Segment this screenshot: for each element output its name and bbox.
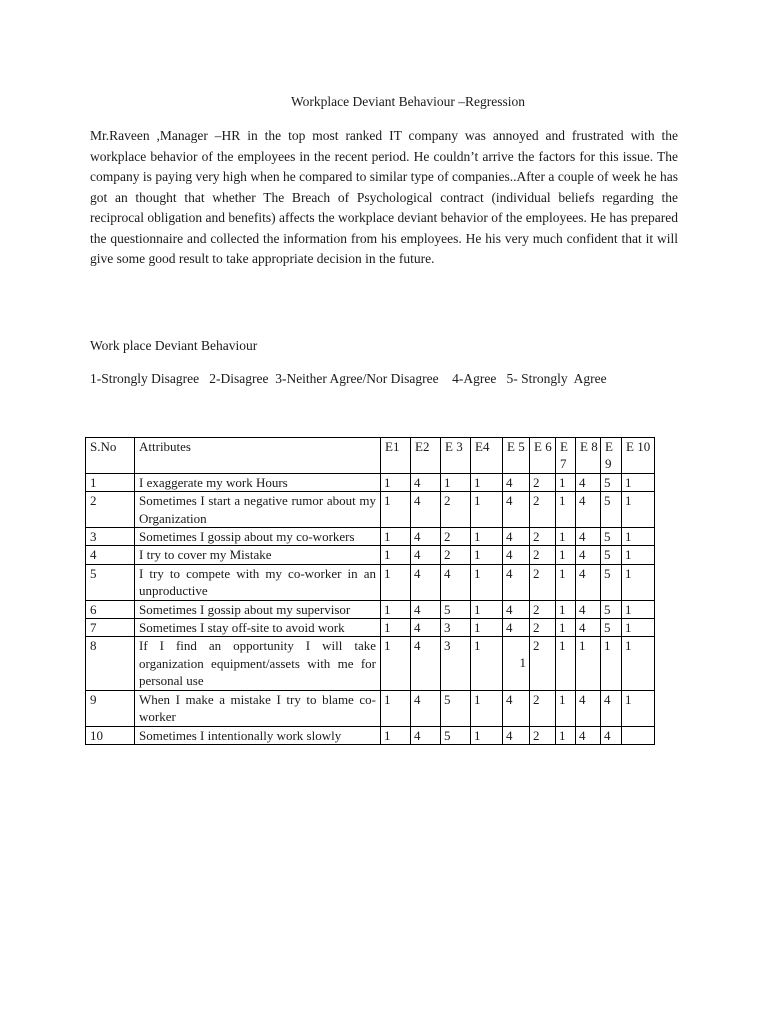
score-cell: 5 [441,600,471,618]
score-cell: 4 [576,600,601,618]
attribute-cell: I try to compete with my co-worker in an unproductive [135,564,381,600]
attribute-cell: Sometimes I gossip about my co-workers [135,528,381,546]
score-cell: 1 [471,546,503,564]
score-cell: 1 [556,473,576,491]
attribute-cell: Sometimes I stay off-site to avoid work [135,619,381,637]
score-cell: 1 [622,492,655,528]
score-cell: 5 [441,726,471,744]
score-cell: 2 [441,492,471,528]
score-cell: 4 [411,492,441,528]
score-cell: 4 [411,564,441,600]
score-cell: 1 [471,619,503,637]
score-cell: 4 [411,726,441,744]
table-row [86,546,655,564]
score-cell: 4 [411,546,441,564]
score-cell: 4 [411,600,441,618]
score-cell: 1 [556,726,576,744]
section-heading: Work place Deviant Behaviour [90,338,258,353]
attribute-cell: I exaggerate my work Hours [135,473,381,491]
score-cell: 4 [576,564,601,600]
serial-number-cell: 2 [86,492,135,528]
serial-number-cell: 6 [86,600,135,618]
score-cell: 4 [411,528,441,546]
score-cell: 4 [576,528,601,546]
score-cell: 1 [622,528,655,546]
score-cell: 4 [576,619,601,637]
score-cell: 1 [622,637,655,690]
score-cell: 2 [530,726,556,744]
score-cell: 4 [601,690,622,726]
score-cell: 1 [556,546,576,564]
score-cell: 1 [381,619,411,637]
score-cell: 1 [601,637,622,690]
score-cell: 4 [503,528,530,546]
serial-number-cell: 4 [86,546,135,564]
score-cell: 4 [576,546,601,564]
score-cell: 4 [411,690,441,726]
header-cell: S.No [86,438,135,474]
score-cell: 1 [471,492,503,528]
score-cell: 5 [601,492,622,528]
score-cell: 4 [576,726,601,744]
score-cell: 1 [381,528,411,546]
header-cell: E 10 [622,438,655,474]
score-cell: 1 [622,473,655,491]
score-cell [622,726,655,744]
score-cell: 4 [503,492,530,528]
score-cell: 1 [556,690,576,726]
score-cell: 1 [381,726,411,744]
serial-number-cell: 3 [86,528,135,546]
score-cell: 2 [530,528,556,546]
score-cell: 1 [381,546,411,564]
score-cell: 1 [381,564,411,600]
score-cell: 4 [411,637,441,690]
score-cell: 5 [601,528,622,546]
header-cell: E2 [411,438,441,474]
score-cell: 4 [503,619,530,637]
table-row [86,690,655,726]
score-cell: 2 [530,637,556,690]
attribute-cell: I try to cover my Mistake [135,546,381,564]
score-cell: 4 [503,473,530,491]
serial-number-cell: 5 [86,564,135,600]
score-cell: 2 [530,564,556,600]
score-cell: 1 [622,619,655,637]
table-row [86,473,655,491]
score-cell: 1 [556,619,576,637]
header-cell: Attributes [135,438,381,474]
score-cell: 1 [471,600,503,618]
score-cell: 4 [503,690,530,726]
attribute-cell: Sometimes I start a negative rumor about my Organization [135,492,381,528]
table-row [86,528,655,546]
score-cell: 4 [503,726,530,744]
header-cell: E 9 [601,438,622,474]
header-cell: E 8 [576,438,601,474]
score-cell: 1 [556,492,576,528]
score-cell: 1 [381,690,411,726]
table-row [86,637,655,690]
serial-number-cell: 9 [86,690,135,726]
rating-scale-legend: 1-Strongly Disagree 2-Disagree 3-Neither Agree/Nor Disagree 4-Agree 5- Strongly Agree [90,371,607,386]
score-cell: 2 [530,690,556,726]
table-row [86,492,655,528]
score-cell: 1 [471,528,503,546]
attribute-cell: Sometimes I gossip about my supervisor [135,600,381,618]
serial-number-cell: 10 [86,726,135,744]
score-cell: 2 [441,546,471,564]
header-cell: E 5 [503,438,530,474]
table-row [86,619,655,637]
serial-number-cell: 7 [86,619,135,637]
score-cell: 5 [601,619,622,637]
table-header-row [86,438,655,474]
score-cell: 5 [601,473,622,491]
score-cell: 4 [576,690,601,726]
score-cell: 4 [411,473,441,491]
score-cell: 5 [601,600,622,618]
score-cell: 1 [381,492,411,528]
header-cell: E 3 [441,438,471,474]
score-cell: 1 [471,690,503,726]
score-cell: 4 [576,473,601,491]
score-cell: 5 [601,564,622,600]
survey-data-table [85,437,655,745]
score-cell: 1 [622,690,655,726]
score-cell: 1 [441,473,471,491]
score-cell: 4 [503,546,530,564]
serial-number-cell: 1 [86,473,135,491]
intro-paragraph: Mr.Raveen ,Manager –HR in the top most ranked IT company was annoyed and frustrated with the workplace behavior of the employees in the recent period. He couldn’t arrive the factors for this issue. The company is paying very high when he compared to similar type of companies..After a couple of week he has got an thought that whether The Breach of Psychological contract (individual beliefs regarding the reciprocal obligation and benefits) affects the workplace deviant behavior of the employees. He has prepared the questionnaire and collected the information from his employees. He his very much confident that it will give some good result to take appropriate decision in the future. [90,128,678,266]
score-cell: 1 [556,637,576,690]
score-cell: 4 [601,726,622,744]
score-cell: 2 [530,546,556,564]
table-row [86,600,655,618]
attribute-cell: When I make a mistake I try to blame co-worker [135,690,381,726]
score-cell: 1 [471,473,503,491]
score-cell: 5 [601,546,622,564]
attribute-cell: Sometimes I intentionally work slowly [135,726,381,744]
score-cell: 2 [441,528,471,546]
score-cell: 1 [556,528,576,546]
header-cell: E4 [471,438,503,474]
score-cell: 1 [503,637,530,690]
score-cell: 4 [503,600,530,618]
document-title: Workplace Deviant Behaviour –Regression [291,94,525,109]
score-cell: 4 [411,619,441,637]
score-cell: 4 [441,564,471,600]
score-cell: 4 [503,564,530,600]
table-row [86,726,655,744]
score-cell: 1 [622,546,655,564]
score-cell: 2 [530,492,556,528]
score-cell: 3 [441,637,471,690]
score-cell: 1 [622,600,655,618]
attribute-cell: If I find an opportunity I will take organization equipment/assets with me for personal use [135,637,381,690]
score-cell: 2 [530,600,556,618]
score-cell: 1 [556,564,576,600]
score-cell: 1 [381,637,411,690]
score-cell: 2 [530,619,556,637]
score-cell: 1 [471,564,503,600]
score-cell: 1 [576,637,601,690]
score-cell: 1 [381,600,411,618]
score-cell: 1 [556,600,576,618]
score-cell: 2 [530,473,556,491]
score-cell: 4 [576,492,601,528]
score-cell: 1 [622,564,655,600]
header-cell: E1 [381,438,411,474]
header-cell: E 7 [556,438,576,474]
score-cell: 5 [441,690,471,726]
score-cell: 1 [471,637,503,690]
table-row [86,564,655,600]
serial-number-cell: 8 [86,637,135,690]
score-cell: 3 [441,619,471,637]
score-cell: 1 [471,726,503,744]
score-cell: 1 [381,473,411,491]
header-cell: E 6 [530,438,556,474]
